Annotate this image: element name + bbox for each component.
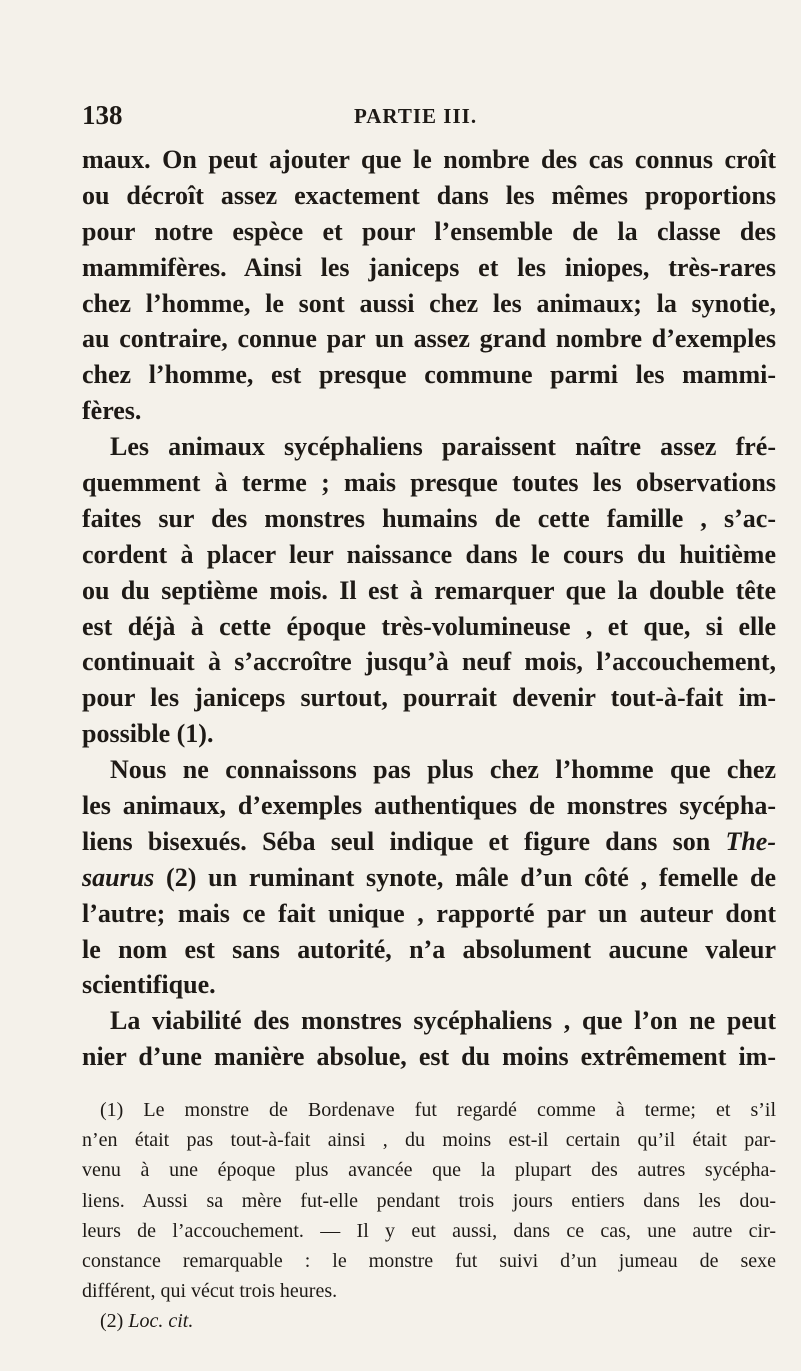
main-text	[82, 142, 776, 1075]
text-line: les animaux, d’exemples authentiques de monstres sycépha-	[82, 791, 776, 821]
text-line: nier d’une manière absolue, est du moins extrêmement im-	[82, 1042, 776, 1072]
text-line: La viabilité des monstres sycéphaliens , que l’on ne peut	[110, 1006, 776, 1036]
text-line: ou du septième mois. Il est à remarquer que la double tête	[82, 575, 776, 605]
text-line: chez l’homme, le sont aussi chez les animaux; la synotie,	[82, 288, 776, 318]
footnote-line: liens. Aussi sa mère fut-elle pendant trois jours entiers dans les dou-	[82, 1189, 776, 1212]
text-line: possible (1).	[82, 719, 214, 749]
text-line: Nous ne connaissons pas plus chez l’homme que chez	[110, 755, 776, 785]
text-line: saurus (2) un ruminant synote, mâle d’un côté , femelle de	[82, 862, 776, 892]
text-line: fères.	[82, 396, 142, 426]
text-line: chez l’homme, est presque commune parmi les mammi-	[82, 360, 776, 390]
text-line: pour notre espèce et pour l’ensemble de la classe des	[82, 216, 776, 246]
text-line: liens bisexués. Séba seul indique et figure dans son The-	[82, 826, 776, 856]
page-header	[82, 100, 772, 136]
text-line: le nom est sans autorité, n’a absolument aucune valeur	[82, 934, 776, 964]
text-line: l’autre; mais ce fait unique , rapporté par un auteur dont	[82, 898, 776, 928]
text-line: scientifique.	[82, 970, 216, 1000]
text-line: ou décroît assez exactement dans les mêmes proportions	[82, 180, 776, 210]
text-line: mammifères. Ainsi les janiceps et les iniopes, très-rares	[82, 252, 776, 282]
footnote-line: leurs de l’accouchement. — Il y eut aussi, dans ce cas, une autre cir-	[82, 1219, 776, 1242]
page-number: 138	[82, 100, 123, 130]
footnote-line: constance remarquable : le monstre fut suivi d’un jumeau de sexe	[82, 1249, 776, 1272]
text-line: au contraire, connue par un assez grand nombre d’exemples	[82, 324, 776, 354]
footnote-line: (1) Le monstre de Bordenave fut regardé comme à terme; et s’il	[100, 1099, 776, 1121]
text-line: faites sur des monstres humains de cette famille , s’ac-	[82, 503, 776, 533]
text-line: continuait à s’accroître jusqu’à neuf mois, l’accouchement,	[82, 647, 776, 677]
footnotes	[82, 1095, 776, 1337]
text-line: maux. On peut ajouter que le nombre des cas connus croît	[82, 145, 776, 174]
footnote-line: venu à une époque plus avancée que la plupart des autres sycépha-	[82, 1159, 776, 1182]
text-line: Les animaux sycéphaliens paraissent naître assez fré-	[110, 432, 776, 462]
text-line: cordent à placer leur naissance dans le cours du huitième	[82, 539, 776, 569]
footnote-line: n’en était pas tout-à-fait ainsi , du moins est-il certain qu’il était par-	[82, 1129, 776, 1152]
footnote-line: (2) Loc. cit.	[100, 1310, 194, 1333]
text-line: quemment à terme ; mais presque toutes les observations	[82, 468, 776, 498]
footnote-line: différent, qui vécut trois heures.	[82, 1280, 338, 1303]
text-line: est déjà à cette époque très-volumineuse , et que, si elle	[82, 611, 776, 641]
running-head: PARTIE III.	[354, 104, 478, 128]
text-line: pour les janiceps surtout, pourrait devenir tout-à-fait im-	[82, 683, 776, 713]
